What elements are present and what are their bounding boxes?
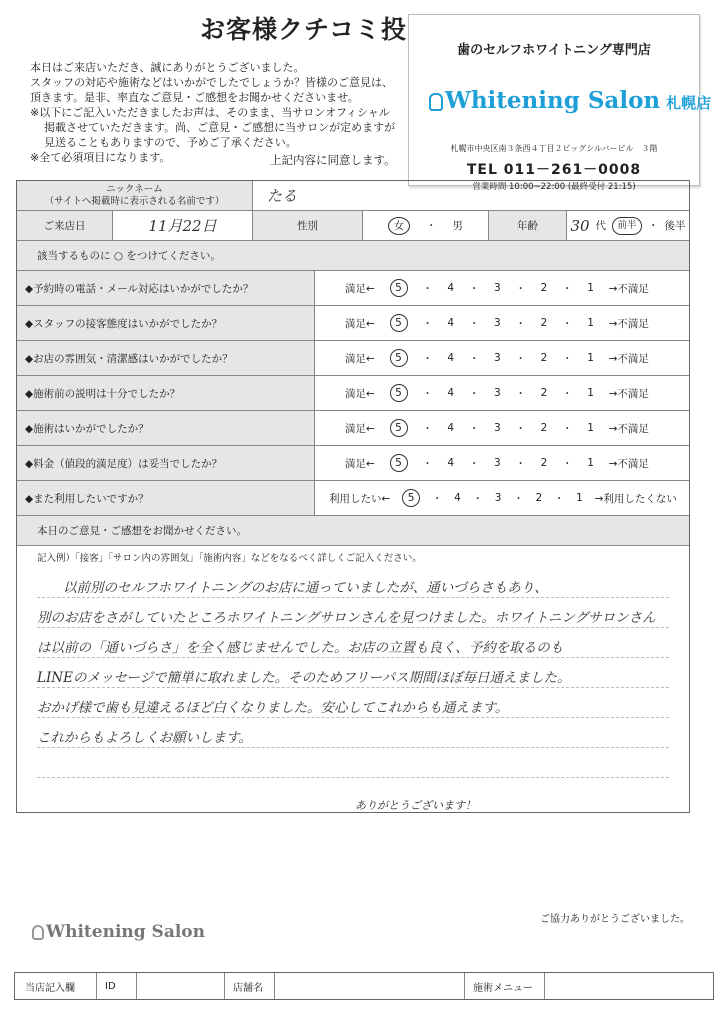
nickname-row bbox=[17, 181, 689, 211]
reply-note: ありがとうございます！ bbox=[355, 799, 476, 812]
rating-option[interactable]: 1 bbox=[587, 282, 594, 294]
rating-right-label: →不満足 bbox=[608, 317, 649, 330]
thanks-text: ご協力ありがとうございました。 bbox=[540, 914, 690, 925]
rating-option[interactable]: 2 bbox=[540, 457, 548, 469]
rating-option[interactable]: 2 bbox=[540, 317, 548, 329]
card-hours: 営業時間 10:00~22:00 (最終受付 21:15) bbox=[472, 182, 636, 192]
rating-option[interactable]: 2 bbox=[540, 387, 548, 399]
question-label: ◆予約時の電話・メール対応はいかがでしたか？ bbox=[17, 271, 315, 305]
age-value: 30 bbox=[570, 216, 590, 235]
rating-option[interactable]: 4 bbox=[454, 492, 461, 504]
question-label: ◆スタッフの接客態度はいかがでしたか？ bbox=[17, 306, 315, 340]
nickname-label: ニックネーム bbox=[106, 183, 163, 195]
rating-option[interactable]: 3 bbox=[494, 317, 501, 329]
rating-option[interactable]: 3 bbox=[494, 282, 501, 294]
age-field[interactable] bbox=[567, 211, 689, 240]
question-row bbox=[17, 341, 689, 376]
rating-scale[interactable]: 満足← 5 ・ 4 ・ 3 ・ 2 ・ 1 →不満足 bbox=[315, 279, 689, 297]
rating-scale[interactable]: 満足← 5 ・ 4 ・ 3 ・ 2 ・ 1 →不満足 bbox=[315, 384, 689, 402]
instruction-row bbox=[17, 241, 689, 271]
nickname-field[interactable] bbox=[253, 181, 689, 210]
page-title: お客様クチコミ投 bbox=[200, 15, 408, 44]
rating-option-selected[interactable]: 5 bbox=[390, 349, 408, 367]
visit-label: ご来店日 bbox=[17, 211, 113, 240]
intro-line: ※以下にご記入いただきましたお声は、そのまま、当サロンオフィシャル bbox=[30, 106, 390, 119]
rating-scale[interactable]: 利用したい← 5 ・ 4 ・ 3 ・ 2 ・ 1 →利用したくない bbox=[315, 489, 689, 507]
footer-logo bbox=[32, 922, 205, 942]
rating-option[interactable]: 2 bbox=[540, 352, 548, 364]
rating-option-selected[interactable]: 5 bbox=[390, 314, 408, 332]
gender-label: 性別 bbox=[253, 211, 363, 240]
age-early-option[interactable]: 前半 bbox=[612, 217, 642, 235]
nickname-sub: （サイトへ掲載時に表示される名前です） bbox=[44, 195, 225, 207]
consent-text: 上記内容に同意します。 bbox=[270, 153, 396, 167]
nickname-label-cell bbox=[17, 181, 253, 210]
question-label: ◆施術はいかがでしたか？ bbox=[17, 411, 315, 445]
rating-option[interactable]: 3 bbox=[494, 422, 501, 434]
intro-line: 本日はご来店いただき、誠にありがとうございました。 bbox=[30, 61, 305, 74]
comment-line: おかげ様で歯も見違えるほど白くなりました。安心してこれからも通えます。 bbox=[37, 688, 669, 718]
gender-separator: ・ bbox=[426, 220, 437, 232]
intro-line: 見送ることもありますので、予めご了承ください。 bbox=[44, 136, 297, 149]
age-late-option[interactable]: 後半 bbox=[664, 220, 686, 232]
comments-example: 記入例）「接客」「サロン内の雰囲気」「施術内容」などをなるべく詳しくご記入ください。 bbox=[37, 553, 422, 564]
nickname-value: たる bbox=[267, 187, 298, 205]
rating-left-label: 満足← bbox=[345, 352, 375, 365]
rating-left-label: 満足← bbox=[345, 457, 375, 470]
question-row bbox=[17, 481, 689, 516]
rating-option[interactable]: 2 bbox=[540, 422, 548, 434]
rating-option[interactable]: 1 bbox=[587, 387, 594, 399]
menu-field[interactable] bbox=[545, 973, 713, 999]
rating-option-selected[interactable]: 5 bbox=[390, 454, 408, 472]
comments-label: 本日のご意見・ご感想をお聞かせください。 bbox=[37, 525, 247, 537]
gender-male-option[interactable]: 男 bbox=[452, 220, 463, 232]
instruction-text: 該当するものに ○ をつけてください。 bbox=[37, 250, 221, 262]
question-row bbox=[17, 411, 689, 446]
menu-label: 施術メニュー bbox=[465, 973, 545, 999]
visit-value: 11月22日 bbox=[148, 217, 217, 235]
rating-option[interactable]: 4 bbox=[447, 352, 455, 364]
rating-option[interactable]: 4 bbox=[447, 387, 455, 399]
card-headline: 歯のセルフホワイトニング専門店 bbox=[457, 43, 651, 58]
survey-form bbox=[16, 180, 690, 813]
gender-female-option[interactable]: 女 bbox=[388, 217, 410, 235]
comment-line bbox=[37, 778, 669, 808]
age-separator: ・ bbox=[648, 220, 659, 232]
rating-option[interactable]: 1 bbox=[587, 352, 594, 364]
rating-left-label: 利用したい← bbox=[329, 492, 391, 505]
age-unit: 代 bbox=[595, 220, 607, 232]
comment-line: は以前の「通いづらさ」を全く感じませんでした。お店の立置も良く、予約を取るのも bbox=[37, 628, 669, 658]
comments-header bbox=[17, 516, 689, 546]
shop-field[interactable] bbox=[275, 973, 465, 999]
comment-line: 以前別のセルフホワイトニングのお店に通っていましたが、通いづらさもあり、 bbox=[37, 568, 669, 598]
business-card bbox=[408, 14, 712, 192]
visit-field[interactable] bbox=[113, 211, 253, 240]
intro-line: スタッフの対応や施術などはいかがでしたでしょうか？皆様のご意見は、 bbox=[30, 76, 393, 89]
rating-option[interactable]: 3 bbox=[494, 492, 502, 504]
rating-option[interactable]: 3 bbox=[494, 387, 501, 399]
rating-scale[interactable]: 満足← 5 ・ 4 ・ 3 ・ 2 ・ 1 →不満足 bbox=[315, 454, 689, 472]
rating-option[interactable]: 4 bbox=[447, 282, 455, 294]
question-row bbox=[17, 271, 689, 306]
rating-right-label: →不満足 bbox=[608, 387, 649, 400]
question-label: ◆また利用したいですか？ bbox=[17, 481, 315, 515]
rating-left-label: 満足← bbox=[345, 282, 375, 295]
rating-scale[interactable]: 満足← 5 ・ 4 ・ 3 ・ 2 ・ 1 →不満足 bbox=[315, 349, 689, 367]
rating-left-label: 満足← bbox=[345, 387, 375, 400]
rating-right-label: →不満足 bbox=[608, 282, 649, 295]
card-address: 札幌市中央区南３条西４丁目２ビッグシルバービル ３階 bbox=[450, 144, 658, 153]
info-row bbox=[17, 211, 689, 241]
rating-option[interactable]: 1 bbox=[587, 457, 594, 469]
rating-left-label: 満足← bbox=[345, 422, 375, 435]
intro-line: ※全て必須項目になります。 bbox=[30, 151, 171, 164]
rating-option[interactable]: 1 bbox=[587, 422, 594, 434]
intro-text bbox=[30, 60, 410, 165]
age-label: 年齢 bbox=[489, 211, 567, 240]
rating-right-label: →不満足 bbox=[608, 457, 649, 470]
rating-option-selected[interactable]: 5 bbox=[402, 489, 420, 507]
rating-option[interactable]: 3 bbox=[494, 457, 501, 469]
rating-option[interactable]: 4 bbox=[447, 457, 455, 469]
store-entry-label: 当店記入欄 bbox=[15, 973, 97, 999]
rating-option-selected[interactable]: 5 bbox=[390, 384, 408, 402]
rating-scale[interactable]: 満足← 5 ・ 4 ・ 3 ・ 2 ・ 1 →不満足 bbox=[315, 314, 689, 332]
card-logo-text: Whitening Salon bbox=[445, 87, 661, 114]
rating-option[interactable]: 2 bbox=[535, 492, 543, 504]
rating-option[interactable]: 4 bbox=[447, 317, 455, 329]
rating-scale[interactable]: 満足← 5 ・ 4 ・ 3 ・ 2 ・ 1 →不満足 bbox=[315, 419, 689, 437]
comment-line: これからもよろしくお願いします。 bbox=[37, 718, 669, 748]
comment-line bbox=[37, 748, 669, 778]
rating-option[interactable]: 3 bbox=[494, 352, 501, 364]
id-label: ID bbox=[97, 973, 137, 999]
comment-line: 別のお店をさがしていたところホワイトニングサロンさんを見つけました。ホワイトニングサロンさん bbox=[37, 598, 669, 628]
store-entry-row bbox=[14, 972, 714, 1000]
card-tel: TEL 011－261－0008 bbox=[466, 162, 642, 178]
tooth-icon bbox=[429, 93, 443, 111]
shop-label: 店舗名 bbox=[225, 973, 275, 999]
id-field[interactable] bbox=[137, 973, 225, 999]
question-label: ◆施術前の説明は十分でしたか？ bbox=[17, 376, 315, 410]
rating-option[interactable]: 1 bbox=[576, 492, 583, 504]
intro-line: 掲載させていただきます。尚、ご意見・ご感想に当サロンが定めますが bbox=[44, 121, 396, 134]
question-row bbox=[17, 376, 689, 411]
rating-right-label: →不満足 bbox=[608, 352, 649, 365]
rating-right-label: →不満足 bbox=[608, 422, 649, 435]
comment-line: LINEのメッセージで簡単に取れました。そのためフリーパス期間ほぼ毎日通えました。 bbox=[37, 658, 669, 688]
comments-area[interactable] bbox=[17, 546, 689, 812]
footer-logo-text: Whitening Salon bbox=[46, 922, 206, 942]
rating-option[interactable]: 4 bbox=[447, 422, 455, 434]
rating-option[interactable]: 2 bbox=[540, 282, 548, 294]
question-row bbox=[17, 446, 689, 481]
rating-left-label: 満足← bbox=[345, 317, 375, 330]
gender-field[interactable] bbox=[363, 211, 489, 240]
card-city: 札幌店 bbox=[666, 94, 712, 112]
question-row bbox=[17, 306, 689, 341]
intro-line: 頂きます。是非、率直なご意見・ご感想をお聞かせくださいませ。 bbox=[30, 91, 359, 104]
rating-option-selected[interactable]: 5 bbox=[390, 419, 408, 437]
tooth-icon bbox=[32, 925, 44, 940]
question-label: ◆お店の雰囲気・清潔感はいかがでしたか？ bbox=[17, 341, 315, 375]
card-logo bbox=[429, 87, 711, 114]
rating-right-label: →利用したくない bbox=[594, 492, 677, 505]
question-label: ◆料金（値段的満足度）は妥当でしたか？ bbox=[17, 446, 315, 480]
rating-option-selected[interactable]: 5 bbox=[390, 279, 408, 297]
rating-option[interactable]: 1 bbox=[587, 317, 594, 329]
